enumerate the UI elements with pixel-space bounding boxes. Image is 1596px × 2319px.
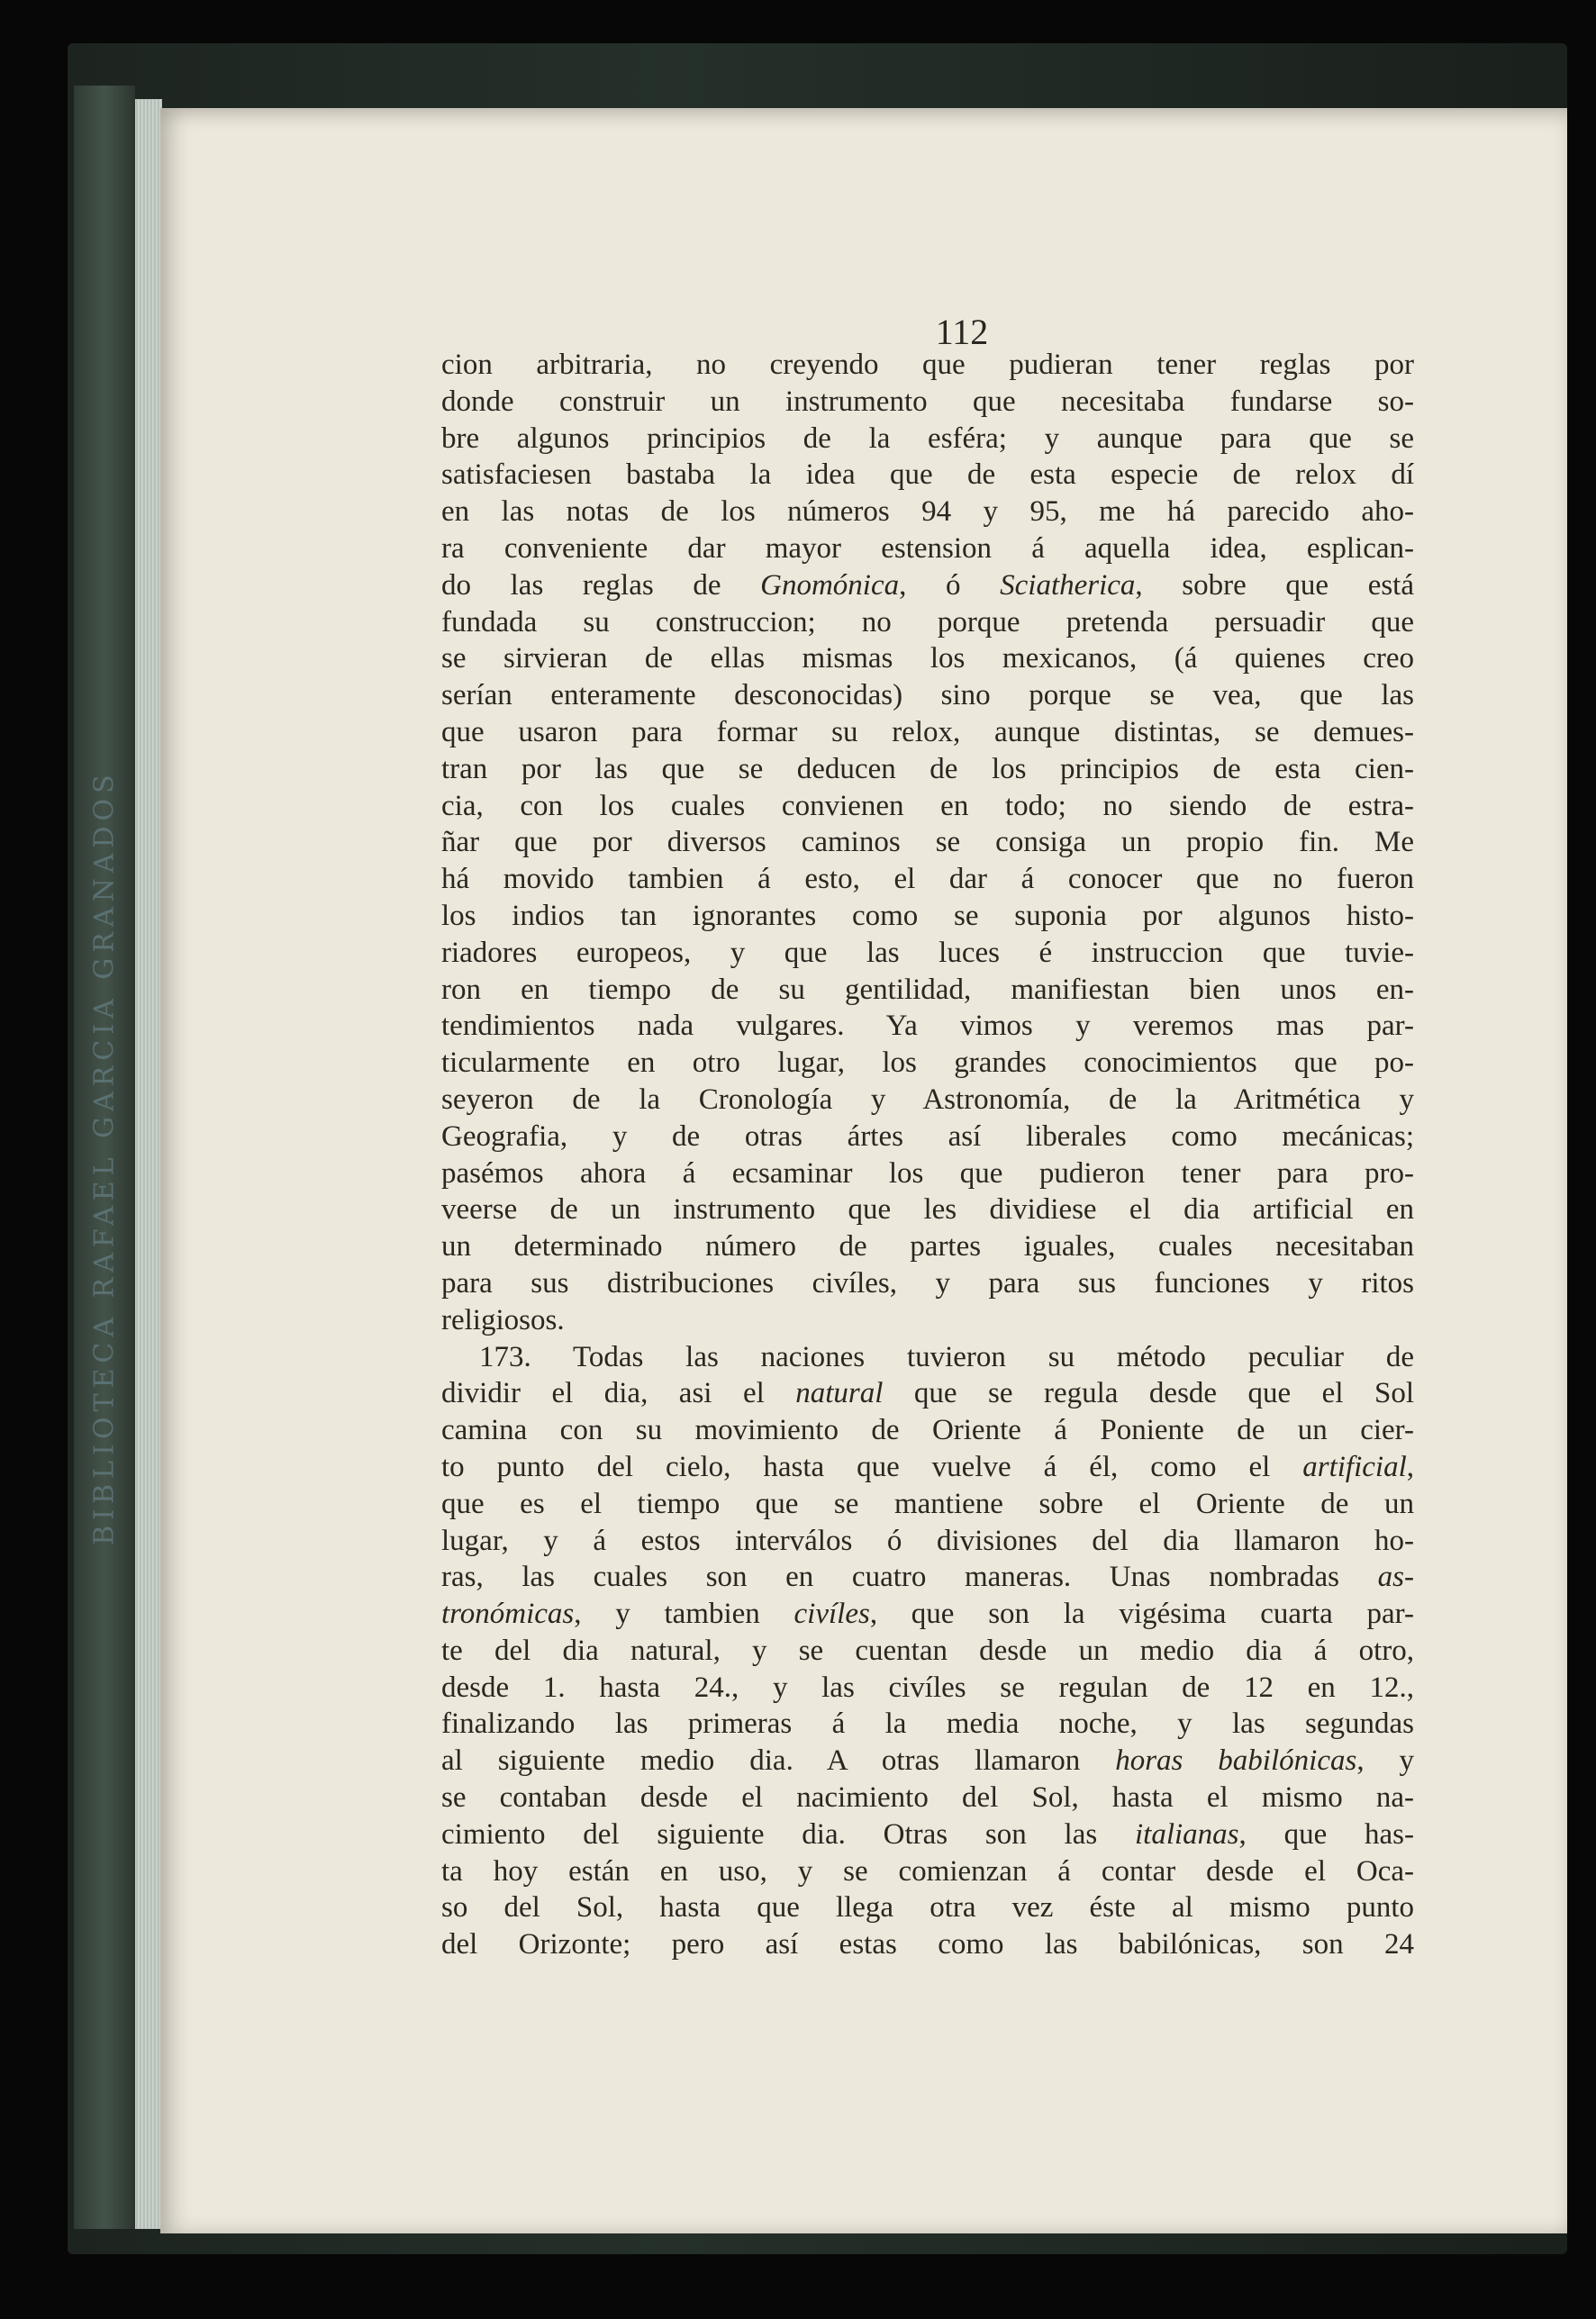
text-run: bre algunos principios de la esféra; y aunque para que se — [441, 421, 1414, 455]
text-run: satisfaciesen bastaba la idea que de esta especie de relox dí — [441, 458, 1414, 492]
text-line — [441, 640, 1414, 677]
italic-term: Sciatherica — [1000, 568, 1136, 602]
text-run: que es el tiempo que se mantiene sobre el Oriente de un — [441, 1487, 1414, 1520]
text-line — [441, 788, 1414, 825]
text-line — [441, 457, 1414, 494]
italic-term: artificial — [1302, 1450, 1407, 1483]
text-run: há movido tambien á esto, el dar á conocer que no fueron — [441, 863, 1414, 896]
text-run: te del dia natural, y se cuentan desde un medio dia á otro, — [441, 1634, 1414, 1667]
text-run: se contaban desde el nacimiento del Sol, hasta el mismo na- — [441, 1781, 1414, 1815]
text-line — [441, 714, 1414, 751]
page-number: 112 — [935, 312, 989, 352]
text-run: so del Sol, hasta que llega otra vez éste al mismo punto — [441, 1891, 1414, 1925]
text-line — [441, 494, 1414, 530]
text-run: finalizando las primeras á la media noche, y las segundas — [441, 1708, 1414, 1741]
text-line — [441, 604, 1414, 641]
text-run: ñar que por diversos caminos se consiga un propio fin. Me — [441, 826, 1414, 859]
text-run: , — [1406, 1450, 1414, 1483]
italic-term: civíles — [793, 1598, 870, 1631]
text-line — [441, 1412, 1414, 1449]
text-run: ras, las cuales son en cuatro maneras. Unas nombradas — [441, 1561, 1378, 1594]
text-line — [441, 567, 1414, 604]
text-line — [441, 1523, 1414, 1560]
text-run: cia, con los cuales convienen en todo; no siendo de estra- — [441, 789, 1414, 822]
text-line — [441, 1119, 1414, 1155]
text-line — [441, 1191, 1414, 1228]
text-run: dividir el dia, asi el — [441, 1377, 796, 1410]
text-line — [441, 421, 1414, 457]
text-run: tendimientos nada vulgares. Ya vimos y veremos mas par- — [441, 1010, 1414, 1043]
text-line — [441, 1302, 1414, 1339]
text-run: seyeron de la Cronología y Astronomía, de la Aritmética y — [441, 1083, 1414, 1116]
text-run: que se regula desde que el Sol — [883, 1377, 1414, 1410]
text-run: riadores europeos, y que las luces é instruccion que tuvie- — [441, 936, 1414, 969]
text-line — [441, 1596, 1414, 1633]
text-line — [441, 1706, 1414, 1743]
text-line — [441, 1670, 1414, 1707]
text-line — [441, 1743, 1414, 1780]
text-line — [441, 1449, 1414, 1486]
text-run: cimiento del siguiente dia. Otras son las — [441, 1817, 1135, 1851]
text-line — [441, 1926, 1414, 1963]
text-line — [441, 1339, 1414, 1376]
text-line — [441, 1633, 1414, 1670]
text-run: lugar, y á estos interválos ó divisiones del dia llamaron ho- — [441, 1524, 1414, 1557]
text-run: , que has- — [1238, 1817, 1414, 1851]
text-line — [441, 1008, 1414, 1045]
text-run: to punto del cielo, hasta que vuelve á él, como el — [441, 1450, 1303, 1483]
italic-term: natural — [795, 1377, 884, 1410]
text-line — [441, 935, 1414, 972]
text-run: , y tambien — [574, 1598, 794, 1631]
text-run: cion arbitraria, no creyendo que pudieran tener reglas por — [441, 349, 1414, 381]
italic-term: tronómicas — [441, 1598, 575, 1631]
text-run: Geografia, y de otras ártes así liberales como mecánicas; — [441, 1119, 1414, 1153]
text-run: se sirvieran de ellas mismas los mexicanos, (á quienes creo — [441, 642, 1414, 675]
text-run: , y — [1356, 1744, 1414, 1778]
body-text — [441, 347, 1414, 1963]
text-run: desde 1. hasta 24., y las civíles se regulan de 12 en 12., — [441, 1671, 1414, 1704]
text-run: ron en tiempo de su gentilidad, manifiestan bien unos en- — [441, 973, 1414, 1006]
text-line — [441, 1155, 1414, 1192]
text-run: para sus distribuciones civíles, y para sus funciones y ritos — [441, 1266, 1414, 1300]
text-run: ta hoy están en uso, y se comienzan á contar desde el Oca- — [441, 1854, 1414, 1888]
text-line — [441, 972, 1414, 1009]
book-spine — [74, 86, 135, 2229]
italic-term: Gnomónica — [760, 568, 900, 602]
text-run: al siguiente medio dia. A otras llamaron — [441, 1744, 1116, 1778]
text-line — [441, 1853, 1414, 1890]
text-run: donde construir un instrumento que necesitaba fundarse so- — [441, 385, 1414, 418]
text-line — [441, 677, 1414, 714]
text-run: fundada su construccion; no porque pretenda persuadir que — [441, 605, 1414, 639]
text-run: religiosos. — [441, 1303, 565, 1336]
text-line — [441, 898, 1414, 935]
text-line — [441, 384, 1414, 421]
spine-lettering: BIBLIOTECA RAFAEL GARCIA GRANADOS — [88, 769, 121, 1545]
text-run: , sobre que está — [1135, 568, 1414, 602]
italic-term: as- — [1377, 1561, 1414, 1594]
text-line — [441, 1486, 1414, 1523]
text-run: en las notas de los números 94 y 95, me há parecido aho- — [441, 495, 1414, 529]
text-run: del Orizonte; pero así estas como las babilónicas, son 24 — [441, 1928, 1414, 1961]
text-run: tran por las que se deducen de los principios de esta cien- — [441, 752, 1414, 785]
text-run: 173. Todas las naciones tuvieron su método peculiar de — [479, 1340, 1414, 1373]
italic-term: horas babilónicas — [1115, 1744, 1357, 1778]
text-line — [441, 1559, 1414, 1596]
text-line — [441, 1816, 1414, 1853]
text-run: que usaron para formar su relox, aunque distintas, se demues- — [441, 715, 1414, 748]
text-run: un determinado número de partes iguales, cuales necesitaban — [441, 1230, 1414, 1264]
text-line — [441, 824, 1414, 861]
text-line — [441, 1045, 1414, 1082]
text-line — [441, 1082, 1414, 1119]
text-line — [441, 530, 1414, 567]
text-run: veerse de un instrumento que les dividiese el dia artificial en — [441, 1193, 1414, 1227]
text-run: pasémos ahora á ecsaminar los que pudieron tener para pro- — [441, 1156, 1414, 1190]
italic-term: italianas — [1135, 1817, 1239, 1851]
text-line — [441, 1228, 1414, 1265]
text-line — [441, 1265, 1414, 1302]
text-line — [441, 1375, 1414, 1412]
text-run: serían enteramente desconocidas) sino porque se vea, que las — [441, 679, 1414, 712]
text-run: ra conveniente dar mayor estension á aquella idea, esplican- — [441, 531, 1414, 565]
text-line — [441, 1889, 1414, 1926]
text-run: do las reglas de — [441, 568, 761, 602]
text-line — [441, 1780, 1414, 1816]
text-line — [441, 347, 1414, 384]
text-line — [441, 751, 1414, 788]
text-run: camina con su movimiento de Oriente á Poniente de un cier- — [441, 1414, 1414, 1447]
text-run: ticularmente en otro lugar, los grandes conocimientos que po- — [441, 1046, 1414, 1080]
text-line — [441, 861, 1414, 898]
text-run: los indios tan ignorantes como se suponia por algunos histo- — [441, 899, 1414, 932]
text-run: , ó — [899, 568, 1001, 602]
text-run: , que son la vigésima cuarta par- — [869, 1598, 1414, 1631]
page-edges — [135, 99, 162, 2229]
